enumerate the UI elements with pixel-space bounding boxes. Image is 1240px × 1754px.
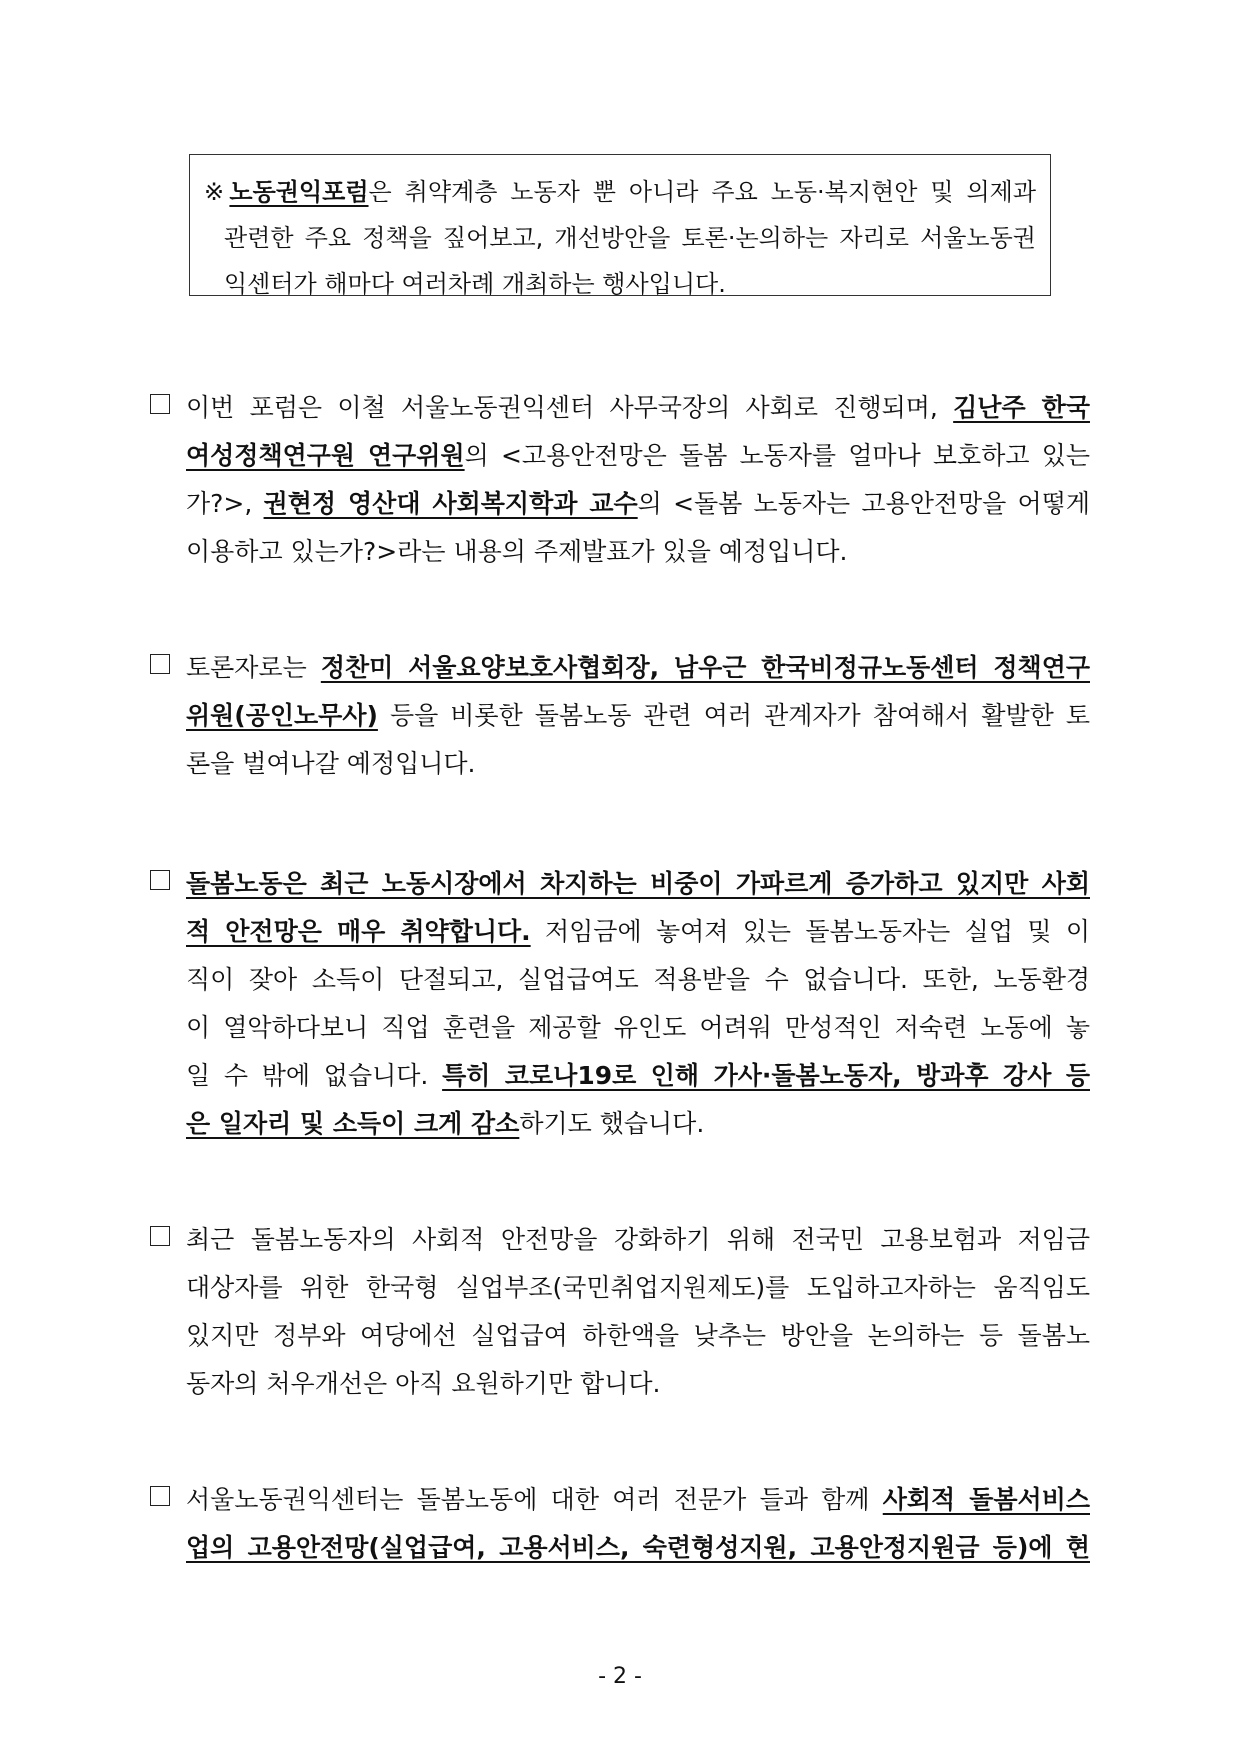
emphasis-text: 돌봄노동은 최근 노동시장에서 차지하는 비중이 가파르게 증가하고 있지만 사회	[186, 869, 1090, 898]
emphasis-text: 업의 고용안전망(실업급여, 고용서비스, 숙련형성지원, 고용안정지원금 등)에 현	[186, 1533, 1090, 1562]
notice-line-1	[204, 169, 1036, 215]
paragraph-line: 대상자를 위한 한국형 실업부조(국민취업지원제도)를 도입하고자하는 움직임도	[186, 1273, 1090, 1302]
paragraph-line	[186, 644, 1090, 692]
paragraph-line	[186, 384, 1090, 432]
text-span: 이번 포럼은 이철 서울노동권익센터 사무국장의 사회로 진행되며,	[186, 393, 954, 422]
paragraph-line	[186, 692, 1090, 740]
checkbox-bullet-icon	[150, 394, 170, 414]
emphasis-text: 은 일자리 및 소득이 크게 감소	[186, 1109, 520, 1138]
paragraph-line	[186, 1524, 1090, 1572]
paragraph-line: 론을 벌여나갈 예정입니다.	[186, 749, 476, 778]
paragraph-line	[186, 908, 1090, 956]
text-span: 토론자로는	[186, 653, 321, 682]
text-span: 등을 비롯한 돌봄노동 관련 여러 관계자가 참여해서 활발한 토	[377, 701, 1090, 730]
reference-mark: ※	[204, 178, 230, 206]
text-span: 하기도 했습니다.	[519, 1109, 705, 1138]
paragraph-line: 동자의 처우개선은 아직 요원하기만 합니다.	[186, 1369, 661, 1398]
paragraph-line: 이 열악하다보니 직업 훈련을 제공할 유인도 어려워 만성적인 저숙련 노동에 놓	[186, 1013, 1090, 1042]
emphasis-text: 사회적 돌봄서비스	[882, 1485, 1090, 1514]
text-span: 의 <돌봄 노동자는 고용안전망을 어떻게	[637, 489, 1090, 518]
checkbox-bullet-icon	[150, 870, 170, 890]
paragraph-line	[186, 860, 1090, 908]
paragraph-line	[186, 480, 1090, 528]
paragraph-5-lines	[186, 1476, 1090, 1572]
paragraph-line: 직이 잦아 소득이 단절되고, 실업급여도 적용받을 수 없습니다. 또한, 노동환경	[186, 965, 1090, 994]
text-span: 의 <고용안전망은 돌봄 노동자를 얼마나 보호하고 있는	[464, 441, 1090, 470]
checkbox-bullet-icon	[150, 654, 170, 674]
text-span: 서울노동권익센터는 돌봄노동에 대한 여러 전문가 들과 함께	[186, 1485, 883, 1514]
notice-line-2: 관련한 주요 정책을 짚어보고, 개선방안을 토론·논의하는 자리로 서울노동권	[224, 224, 1036, 252]
emphasis-text: 정찬미 서울요양보호사협회장, 남우근 한국비정규노동센터 정책연구	[320, 653, 1090, 682]
paragraph-line	[186, 1052, 1090, 1100]
notice-line-3: 익센터가 해마다 여러차례 개최하는 행사입니다.	[224, 270, 726, 298]
notice-box	[189, 154, 1051, 296]
paragraph-4-lines	[186, 1216, 1090, 1408]
checkbox-bullet-icon	[150, 1486, 170, 1506]
paragraph-1-lines	[186, 384, 1090, 576]
paragraph-line: 최근 돌봄노동자의 사회적 안전망을 강화하기 위해 전국민 고용보험과 저임금	[186, 1225, 1090, 1254]
notice-line-1-text: 은 취약계층 노동자 뿐 아니라 주요 노동·복지현안 및 의제과	[368, 178, 1037, 206]
paragraph-2-lines	[186, 644, 1090, 788]
text-span: 가?>,	[186, 489, 264, 518]
paragraph-line	[186, 1100, 1090, 1148]
notice-title: 노동권익포럼	[229, 178, 369, 206]
emphasis-text: 적 안전망은 매우 취약합니다.	[186, 917, 531, 946]
text-span: 일 수 밖에 없습니다.	[186, 1061, 443, 1090]
paragraph-line	[186, 432, 1090, 480]
paragraph-3-lines	[186, 860, 1090, 1148]
page-number: - 2 -	[598, 1664, 642, 1689]
paragraph-line	[186, 1476, 1090, 1524]
paragraph-line: 이용하고 있는가?>라는 내용의 주제발표가 있을 예정입니다.	[186, 537, 848, 566]
emphasis-text: 여성정책연구원 연구위원	[186, 441, 465, 470]
paragraph-line: 있지만 정부와 여당에선 실업급여 하한액을 낮추는 방안을 논의하는 등 돌봄노	[186, 1321, 1090, 1350]
emphasis-text: 권현정 영산대 사회복지학과 교수	[263, 489, 638, 518]
emphasis-text: 위원(공인노무사)	[186, 701, 378, 730]
emphasis-text: 특히 코로나19로 인해 가사·돌봄노동자, 방과후 강사 등	[442, 1061, 1090, 1090]
checkbox-bullet-icon	[150, 1226, 170, 1246]
emphasis-text: 김난주 한국	[953, 393, 1090, 422]
text-span: 저임금에 놓여져 있는 돌봄노동자는 실업 및 이	[530, 917, 1090, 946]
